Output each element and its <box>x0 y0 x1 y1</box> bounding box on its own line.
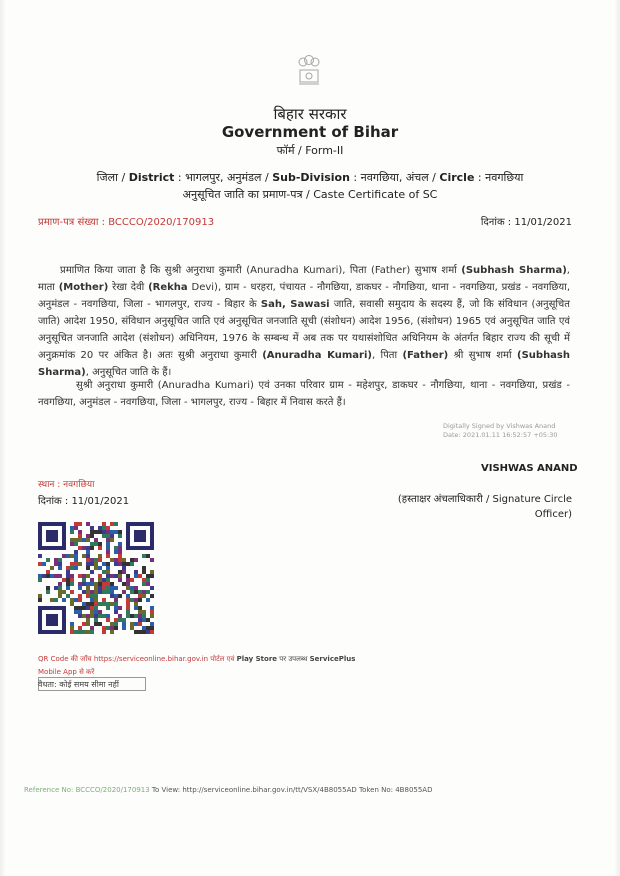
state-name-english: Government of Bihar <box>221 123 399 141</box>
footer-reference: Reference No: BCCCO/2020/170913 To View: http://serviceonline.bihar.gov.in/tt/VSX/4B8055AD Token No: 4B8055AD <box>24 786 433 794</box>
signer-title: (हस्ताक्षर अंचलाधिकारी / Signature Circle Officer) <box>397 494 572 520</box>
form-label: फॉर्म / Form-II <box>276 144 344 157</box>
national-emblem-icon <box>293 52 325 88</box>
qr-verification-note: QR Code की जाँच https://serviceonline.bihar.gov.in पोर्टल एवं Play Store पर उपलब्ध ServicePlus <box>38 655 356 663</box>
validity-text: वैधता: कोई समय सीमा नहीं <box>38 680 119 689</box>
qr-code[interactable] <box>38 522 154 634</box>
certificate-title: अनुसूचित जाति का प्रमाण-पत्र / Caste Certificate of SC <box>182 188 438 201</box>
place-label: स्थान : नवगछिया <box>38 480 95 490</box>
certificate-number: प्रमाण-पत्र संख्या : BCCCO/2020/170913 <box>38 217 215 228</box>
issue-date: दिनांक : 11/01/2021 <box>38 496 130 507</box>
signer-name: VISHWAS ANAND <box>481 463 578 474</box>
certification-paragraph: प्रमाणित किया जाता है कि सुश्री अनुराधा कुमारी (Anuradha Kumari), पिता (Father) सुभाष शर्मा (Subhash Sharma), माता (Mother) रेखा देवी (Rekha Devi), ग्राम - धरहरा, पंचायत - नौगछिया, डाकघर - नौगछिया, थाना - नवगछिया, प्रखंड - नवगछिया, अनुमंडल - नवगछिया, जिला - भागलपुर, राज्य - बिहार के Sah, Sawasi जाति, सवासी समुदाय के सदस्य हैं, जो कि संविधान (अनुसूचित जाति) आदेश 1950, संविधान अनुसूचित जाति एवं अनुसूचित जनजाति सूची (संशोधन) आदेश 1956, (संशोधन) 1965 एवं अनुसूचित जाति एवं अनुसूचित जनजाति आदेश (संशोधन) अधिनियम, 1976 के सम्बन्ध में अब तक पर यथासंशोधित अधिनियम के अंतर्गत बिहार राज्य की सूची में अनुक्रमांक 20 पर अंकित है। अतः सुश्री अनुराधा कुमारी (Anuradha Kumari), पिता (Father) श्री सुभाष शर्मा (Subhash Sharma), अनुसूचित जाति के हैं। <box>38 265 571 378</box>
digital-signature-stamp: Digitally Signed by Vishwas Anand Date: 2021.01.11 16:52:57 +05:30 <box>443 422 558 439</box>
residence-paragraph: सुश्री अनुराधा कुमारी (Anuradha Kumari) एवं उनका परिवार ग्राम - महेशपुर, डाकघर - नौगछिया, थाना - नवगछिया, प्रखंड - नवगछिया, अनुमंडल - नवगछिया, जिला - भागलपुर, राज्य - बिहार में निवास करते हैं। <box>38 380 570 408</box>
certificate-date: दिनांक : 11/01/2021 <box>480 217 572 228</box>
qr-mobile-app-note: Mobile App से करें <box>38 668 95 676</box>
state-name-hindi: बिहार सरकार <box>273 105 347 123</box>
location-line: जिला / District : भागलपुर, अनुमंडल / Sub-Division : नवगछिया, अंचल / Circle : नवगछिया <box>96 171 524 184</box>
